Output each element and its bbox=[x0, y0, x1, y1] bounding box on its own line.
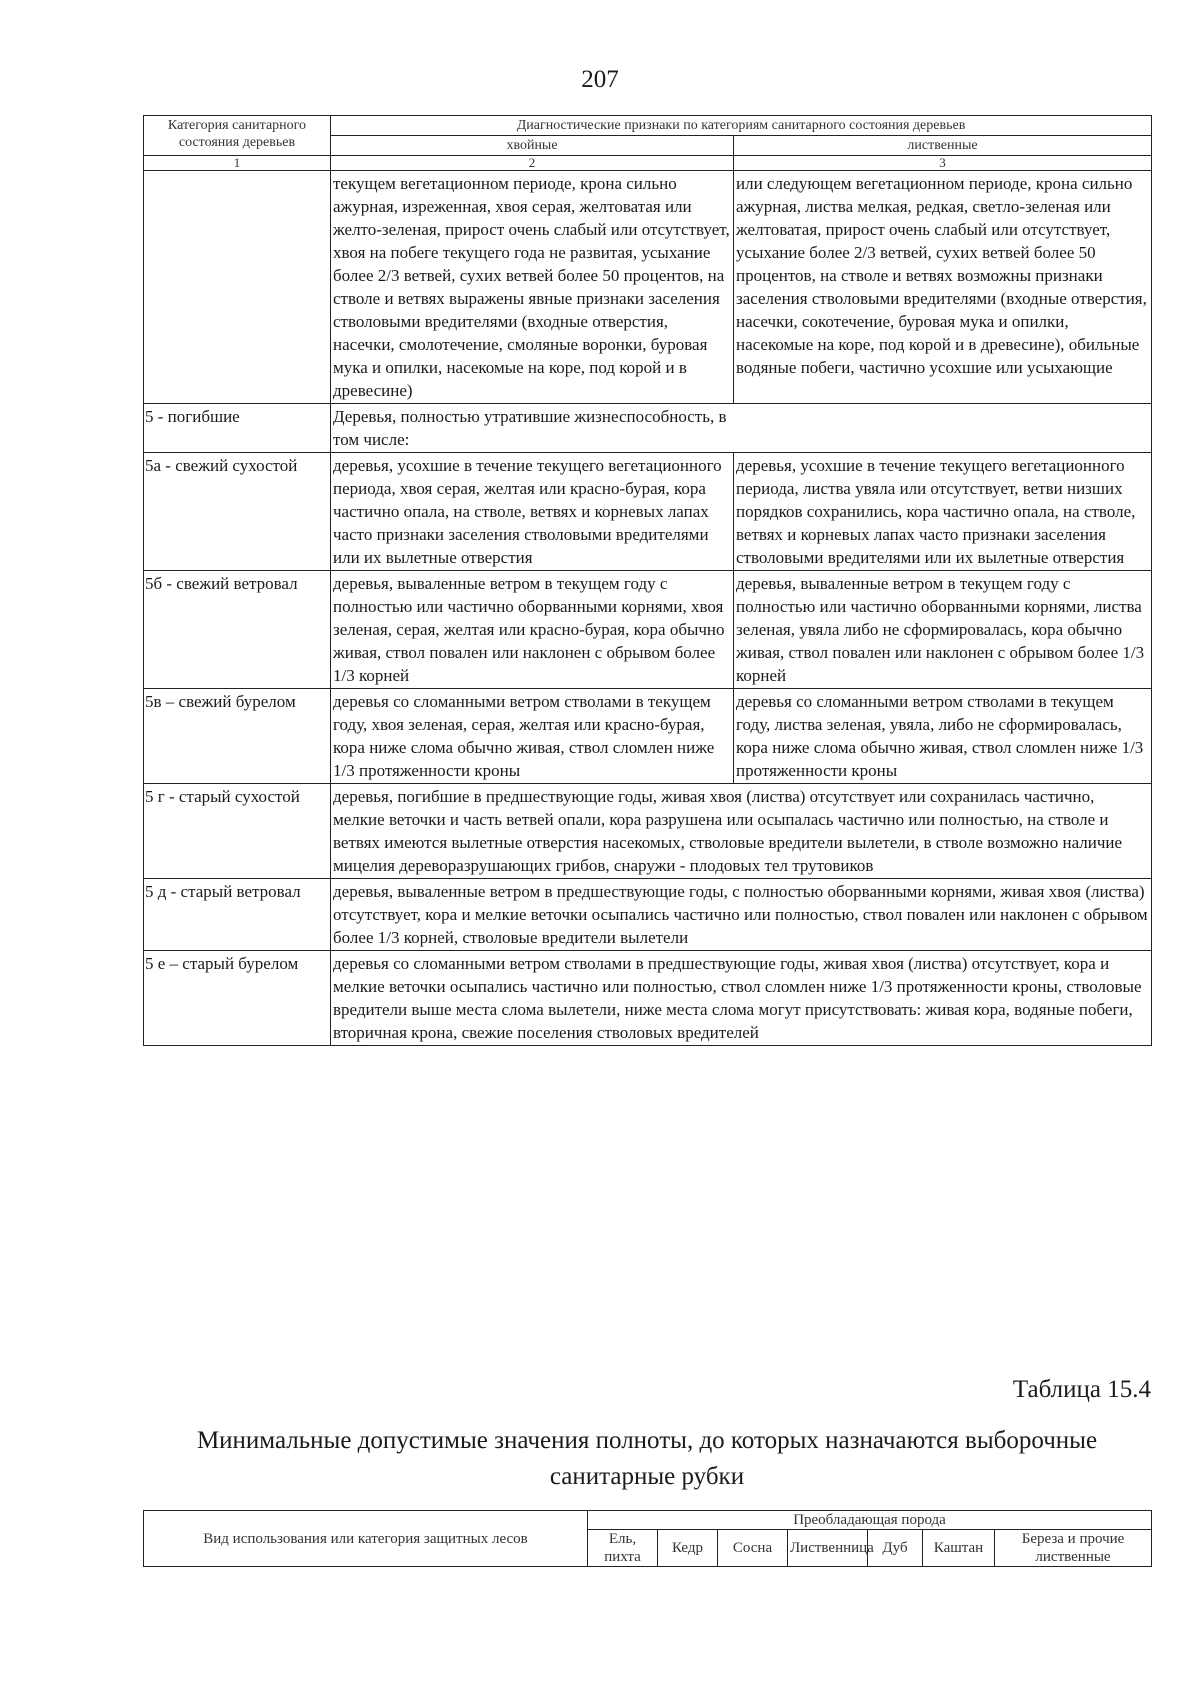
sanitary-condition-table bbox=[143, 115, 1152, 1046]
header-diagnostic-group: Диагностические признаки по категориям санитарного состояния деревьев bbox=[331, 116, 1152, 136]
deciduous-cell: деревья, усохшие в течение текущего вегетационного периода, листва увяла или отсутствует, ветви низших порядков сохранились, кора частично опала, на стволе, ветвях и корневых лапах часто признаки заселения стволовыми вредителями или их вылетные отверстия bbox=[734, 453, 1152, 571]
header-species-group: Преобладающая порода bbox=[588, 1511, 1152, 1530]
table-row bbox=[144, 689, 1152, 784]
column-number: 2 bbox=[331, 156, 734, 171]
header-category: Категория санитарного состояния деревьев bbox=[144, 116, 331, 156]
table-number-row bbox=[144, 156, 1152, 171]
coniferous-cell: деревья, вываленные ветром в текущем году с полностью или частично оборванными корнями, хвоя зеленая, серая, желтая или красно-бурая, кора обычно живая, ствол повален или наклонен с обрывом более 1/3 корней bbox=[331, 571, 734, 689]
table-row bbox=[144, 171, 1152, 404]
header-species: Каштан bbox=[923, 1530, 995, 1567]
table-header-row bbox=[144, 116, 1152, 136]
table-row bbox=[144, 879, 1152, 951]
header-species: Кедр bbox=[658, 1530, 718, 1567]
category-cell: 5 д - старый ветровал bbox=[144, 879, 331, 951]
table-header-row bbox=[144, 1511, 1152, 1530]
category-cell: 5в – свежий бурелом bbox=[144, 689, 331, 784]
coniferous-cell: текущем вегетационном периоде, крона сильно ажурная, изреженная, хвоя серая, желтоватая или желто-зеленая, прирост очень слабый или отсутствует, хвоя на побеге текущего года не развитая, усыхание более 2/3 ветвей, сухих ветвей более 50 процентов, на стволе и ветвях выражены явные признаки заселения стволовыми вредителями (входные отверстия, насечки, смолотечение, смоляные воронки, буровая мука и опилки, насекомые на коре, под корой и в древесине) bbox=[331, 171, 734, 404]
column-number: 1 bbox=[144, 156, 331, 171]
category-cell: 5 е – старый бурелом bbox=[144, 951, 331, 1046]
page-number: 207 bbox=[581, 66, 619, 93]
column-number: 3 bbox=[734, 156, 1152, 171]
header-usage-type: Вид использования или категория защитных лесов bbox=[144, 1511, 588, 1567]
header-coniferous: хвойные bbox=[331, 136, 734, 156]
header-species: Береза и прочие лиственные bbox=[995, 1530, 1152, 1567]
category-cell: 5а - свежий сухостой bbox=[144, 453, 331, 571]
table-row bbox=[144, 453, 1152, 571]
merged-description-cell: Деревья, полностью утратившие жизнеспособность, в том числе: bbox=[331, 404, 1152, 453]
merged-description-cell: деревья, вываленные ветром в предшествующие годы, с полностью оборванными корнями, живая хвоя (листва) отсутствует, кора и мелкие веточки осыпались частично или полностью, ствол повален или наклонен с обрывом более 1/3 корней, стволовые вредители вылетели bbox=[331, 879, 1152, 951]
table-number: Таблица 15.4 bbox=[1012, 1376, 1151, 1403]
deciduous-cell: или следующем вегетационном периоде, крона сильно ажурная, листва мелкая, редкая, светло-зеленая или желтоватая, прирост очень слабый или отсутствует, усыхание более 2/3 ветвей, сухих ветвей более 50 процентов, на стволе и ветвях возможны признаки заселения стволовыми вредителями (входные отверстия, насечки, сокотечение, буровая мука и опилки, насекомые на коре, под корой и в древесине), обильные водяные побеги, частично усохшие или усыхающие bbox=[734, 171, 1152, 404]
deciduous-cell: деревья, вываленные ветром в текущем году с полностью или частично оборванными корнями, листва зеленая, увяла либо не сформировалась, кора обычно живая, ствол повален или наклонен с обрывом более 1/3 корней bbox=[734, 571, 1152, 689]
table-row bbox=[144, 951, 1152, 1046]
coniferous-cell: деревья со сломанными ветром стволами в текущем году, хвоя зеленая, серая, желтая или красно-бурая, кора ниже слома обычно живая, ствол сломлен ниже 1/3 протяженности кроны bbox=[331, 689, 734, 784]
table-title: Минимальные допустимые значения полноты, до которых назначаются выборочные санитарные рубки bbox=[196, 1427, 1098, 1490]
category-cell: 5б - свежий ветровал bbox=[144, 571, 331, 689]
table-row bbox=[144, 784, 1152, 879]
deciduous-cell: деревья со сломанными ветром стволами в текущем году, листва зеленая, увяла, либо не сформировалась, кора ниже слома обычно живая, ствол сломлен ниже 1/3 протяженности кроны bbox=[734, 689, 1152, 784]
header-species: Лиственница bbox=[788, 1530, 868, 1567]
min-density-table bbox=[143, 1510, 1152, 1567]
header-deciduous: лиственные bbox=[734, 136, 1152, 156]
table-row bbox=[144, 571, 1152, 689]
header-species: Дуб bbox=[868, 1530, 923, 1567]
category-cell: 5 г - старый сухостой bbox=[144, 784, 331, 879]
header-species: Ель, пихта bbox=[588, 1530, 658, 1567]
category-cell: 5 - погибшие bbox=[144, 404, 331, 453]
coniferous-cell: деревья, усохшие в течение текущего вегетационного периода, хвоя серая, желтая или красно-бурая, кора частично опала, на стволе, ветвях и корневых лапах часто признаки заселения стволовыми вредителями или их вылетные отверстия bbox=[331, 453, 734, 571]
category-cell bbox=[144, 171, 331, 404]
table-row bbox=[144, 404, 1152, 453]
merged-description-cell: деревья со сломанными ветром стволами в предшествующие годы, живая хвоя (листва) отсутствует, кора и мелкие веточки осыпались частично или полностью, ствол сломлен ниже 1/3 протяженности кроны, стволовые вредители выше места слома вылетели, ниже места слома могут присутствовать: живая кора, водяные побеги, вторичная крона, свежие поселения стволовых вредителей bbox=[331, 951, 1152, 1046]
header-species: Сосна bbox=[718, 1530, 788, 1567]
merged-description-cell: деревья, погибшие в предшествующие годы, живая хвоя (листва) отсутствует или сохранилась частично, мелкие веточки и часть ветвей опали, кора разрушена или осыпалась частично или полностью, на стволе и ветвях имеются вылетные отверстия насекомых, стволовые вредители вылетели, в стволе возможно наличие мицелия дереворазрушающих грибов, снаружи - плодовых тел трутовиков bbox=[331, 784, 1152, 879]
